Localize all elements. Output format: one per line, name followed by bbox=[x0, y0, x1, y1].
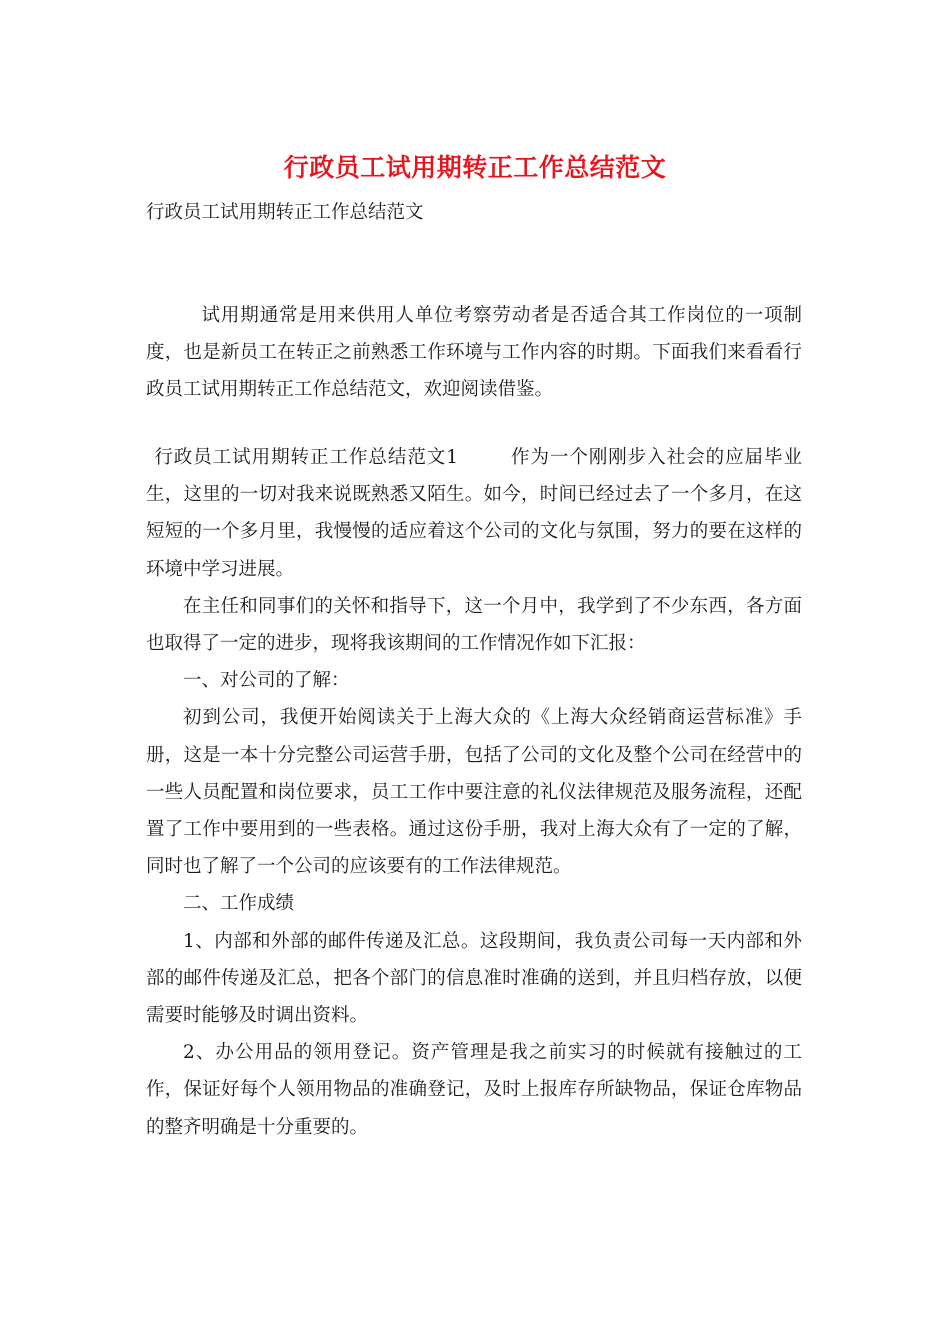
section1-paragraph bbox=[146, 439, 802, 588]
heading-company: 一、对公司的了解： bbox=[183, 670, 350, 692]
document-title: 行政员工试用期转正工作总结范文 bbox=[283, 153, 667, 182]
intro-paragraph: 试用期通常是用来供用人单位考察劳动者是否适合其工作岗位的一项制度，也是新员工在转正之前熟悉工作环境与工作内容的时期。下面我们来看看行政员工试用期转正工作总结范文，欢迎阅读借鉴。 bbox=[146, 305, 802, 401]
heading-results: 二、工作成绩 bbox=[183, 893, 295, 915]
document-subtitle: 行政员工试用期转正工作总结范文 bbox=[146, 202, 424, 223]
company-paragraph: 初到公司，我便开始阅读关于上海大众的《上海大众经销商运营标准》手册，这是一本十分完整公司运营手册，包括了公司的文化及整个公司在经营中的一些人员配置和岗位要求，员工工作中要注意的礼仪法律规范及服务流程，还配置了工作中要用到的一些表格。通过这份手册，我对上海大众有了一定的了解，同时也了解了一个公司的应该要有的工作法律规范。 bbox=[146, 707, 802, 878]
results-item-2: 2、办公用品的领用登记。资产管理是我之前实习的时候就有接触过的工作，保证好每个人领用物品的准确登记，及时上报库存所缺物品，保证仓库物品的整齐明确是十分重要的。 bbox=[146, 1042, 802, 1138]
intro-block bbox=[146, 297, 802, 409]
results-item-1: 1、内部和外部的邮件传递及汇总。这段期间，我负责公司每一天内部和外部的邮件传递及汇总，把各个部门的信息准时准确的送到，并且归档存放，以便需要时能够及时调出资料。 bbox=[146, 930, 802, 1027]
section1-text: 作为一个刚刚步入社会的应届毕业生，这里的一切对我来说既熟悉又陌生。如今，时间已经过去了一个多月，在这短短的一个多月里，我慢慢的适应着这个公司的文化与氛围，努力的要在这样的环境中学习进展。 bbox=[146, 447, 802, 580]
main-body bbox=[146, 439, 802, 1146]
section1-heading: 行政员工试用期转正工作总结范文1 bbox=[154, 447, 459, 468]
report-intro-paragraph: 在主任和同事们的关怀和指导下，这一个月中，我学到了不少东西，各方面也取得了一定的进步，现将我该期间的工作情况作如下汇报： bbox=[146, 595, 802, 655]
